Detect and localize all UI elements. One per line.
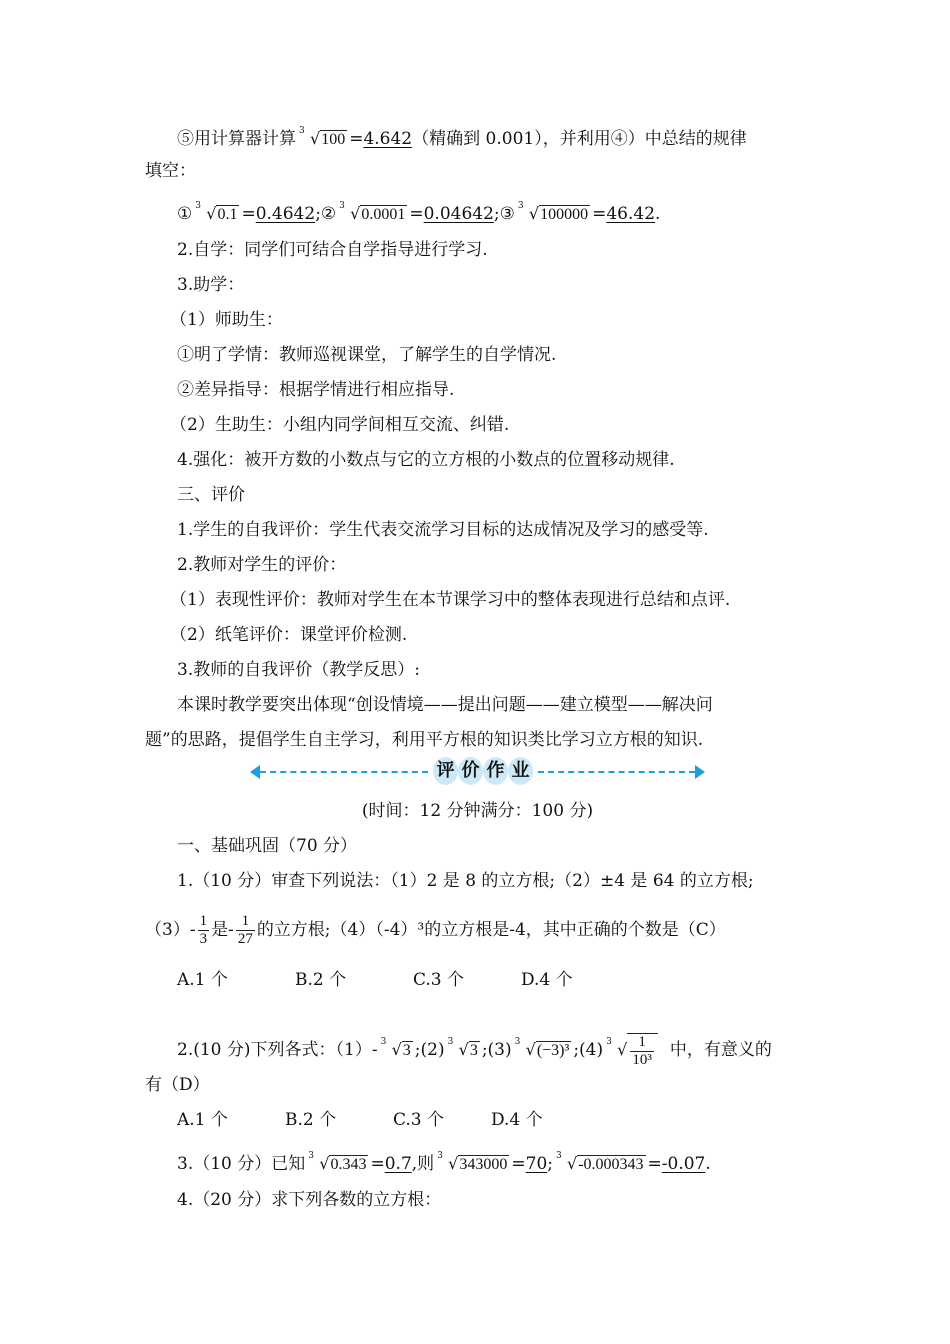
marker-3: ;③ (493, 204, 515, 224)
radical-sign: √ (391, 1040, 402, 1059)
radicand: 3 (402, 1042, 411, 1059)
text: ,则 (411, 1154, 435, 1174)
question-1-cont (145, 904, 810, 956)
dash-line-right (538, 771, 695, 773)
answer-70: 70 (525, 1154, 548, 1174)
text: （2）生助生：小组内同学间相互交流、纠错. (170, 415, 510, 435)
radical-sign: √ (458, 1040, 469, 1059)
cube-root-neg3-cubed (514, 1022, 572, 1078)
root-index: 3 (195, 201, 201, 211)
radical-sign: √ (206, 204, 217, 223)
text: 的立方根;（4）（-4）³的立方根是-4，其中正确的个数是（C） (256, 920, 726, 940)
root-index: 3 (380, 1037, 387, 1047)
text: （1）表现性评价：教师对学生在本节课学习中的整体表现进行总结和点评. (170, 590, 731, 610)
fraction-1-3 (198, 913, 210, 948)
line-self-eval (177, 517, 810, 543)
line-peer-help (170, 412, 835, 438)
text: ②差异指导：根据学情进行相应指导. (177, 380, 455, 400)
line-assist (177, 272, 810, 298)
numerator: 1 (199, 913, 208, 929)
equals: = (511, 1154, 526, 1174)
period: . (705, 1154, 711, 1174)
line-performance-eval (170, 587, 835, 613)
root-index: 3 (447, 1037, 454, 1047)
text: 本课时教学要突出体现“创设情境——提出问题——建立模型——解决问 (177, 695, 713, 715)
text: 2.(10 分)下列各式：（1）- (177, 1040, 378, 1060)
option-a: A.1 个 (177, 1110, 228, 1130)
answer-3: 46.42 (606, 204, 656, 224)
question-4 (177, 1187, 810, 1213)
root-index: 3 (437, 1151, 443, 1161)
text: 1.学生的自我评价：学生代表交流学习目标的达成情况及学习的感受等. (177, 520, 709, 540)
line-reinforce (177, 447, 810, 473)
answer-neg-0-07: -0.07 (661, 1154, 706, 1174)
answer-2: 0.04642 (423, 204, 494, 224)
text: ;(4) (573, 1040, 604, 1060)
equals: = (241, 204, 256, 224)
line-fill-answers (177, 201, 810, 227)
marker-1: ① (177, 204, 193, 224)
fraction-1-27 (236, 913, 255, 948)
text-precision: （精确到 0.001），并利用④）中总结的规律 (412, 129, 747, 149)
line-self-study (177, 237, 810, 263)
question-1 (177, 868, 810, 894)
cube-root-100000 (517, 201, 590, 227)
cube-root-fraction (606, 1022, 658, 1078)
root-index: 3 (339, 201, 345, 211)
text-calc: ⑤用计算器计算 (177, 129, 296, 149)
line-reflection (177, 657, 810, 683)
option-d: D.4 个 (491, 1110, 543, 1130)
banner-title (433, 757, 533, 785)
left-arrow-icon (250, 765, 260, 779)
text-fill: 填空： (145, 161, 196, 181)
root-index: 3 (517, 201, 524, 211)
cube-root-3-neg (380, 1022, 413, 1078)
text: 一、基础巩固（70 分） (177, 836, 358, 856)
option-b: B.2 个 (295, 970, 347, 990)
cube-root-0-0001 (339, 201, 407, 227)
radical-sign: √ (350, 204, 361, 223)
banner-char: 评 (433, 757, 458, 785)
equals: = (409, 204, 424, 224)
option-c: C.3 个 (413, 970, 465, 990)
radical-sign: √ (525, 1040, 536, 1059)
denominator: 27 (237, 931, 253, 947)
radicand: 3 (469, 1042, 478, 1059)
radicand: 100000 (540, 206, 589, 223)
dash-line-left (260, 771, 428, 773)
text: ;(2) (414, 1040, 445, 1060)
text: 3.助学： (177, 275, 245, 295)
text: 是- (211, 920, 234, 940)
homework-banner (250, 757, 705, 787)
banner-char: 业 (508, 757, 533, 785)
option-c: C.3 个 (393, 1110, 445, 1130)
line-teacher-help (170, 307, 835, 333)
text: 4.（20 分）求下列各数的立方根： (177, 1190, 442, 1210)
line-understand (177, 342, 810, 368)
question-2 (177, 1022, 810, 1078)
text: 3.教师的自我评价（教学反思）: (177, 660, 420, 680)
radicand: 0.1 (217, 206, 238, 223)
text: 2.教师对学生的评价： (177, 555, 347, 575)
radicand: (−3)³ (536, 1042, 570, 1059)
equals: = (370, 1154, 385, 1174)
radicand: 100 (321, 131, 346, 148)
cube-root-100 (299, 126, 347, 152)
numerator: 1 (630, 1034, 654, 1052)
denominator: 10³ (632, 1051, 652, 1068)
cube-root-0-343 (308, 1151, 368, 1177)
line-calc (177, 126, 810, 152)
answer-0-7: 0.7 (384, 1154, 412, 1174)
option-b: B.2 个 (285, 1110, 337, 1130)
text: 有（D） (145, 1075, 210, 1095)
numerator: 1 (236, 913, 255, 931)
radical-sign: √ (310, 129, 321, 148)
cube-root-neg-0-000343 (556, 1151, 646, 1177)
line-evaluation-heading (177, 482, 810, 508)
denominator: 3 (199, 931, 208, 947)
radical-sign: √ (567, 1154, 578, 1173)
cube-root-0-1 (195, 201, 239, 227)
text: 3.（10 分）已知 (177, 1154, 306, 1174)
equals: = (592, 204, 607, 224)
text: 三、评价 (177, 485, 245, 505)
radical-sign: √ (528, 204, 540, 223)
section-basic (177, 833, 810, 859)
text: 1.（10 分）审查下列说法：（1）2 是 8 的立方根;（2）±4 是 64 的立方根; (177, 871, 754, 891)
question-2-options (177, 1107, 810, 1133)
option-a: A.1 个 (177, 970, 228, 990)
text: ;(3) (481, 1040, 512, 1060)
text: ; (547, 1154, 553, 1174)
answer-1: 0.4642 (255, 204, 316, 224)
cube-root-343000 (437, 1151, 509, 1177)
question-2-answer (145, 1072, 810, 1098)
root-index: 3 (514, 1037, 521, 1047)
root-index: 3 (556, 1151, 562, 1161)
equals: = (647, 1154, 662, 1174)
line-fill (145, 158, 810, 184)
root-index: 3 (606, 1037, 612, 1047)
equals: = (349, 129, 364, 149)
cube-root-3 (447, 1022, 480, 1078)
line-teacher-eval (177, 552, 810, 578)
root-index: 3 (308, 1151, 314, 1161)
line-summary-2 (145, 727, 810, 753)
banner-char: 作 (483, 757, 508, 785)
period: . (655, 204, 661, 224)
banner-char: 价 (458, 757, 483, 785)
radicand: 343000 (459, 1156, 508, 1173)
radicand: -0.000343 (578, 1156, 644, 1173)
text: 中，有意义的 (669, 1040, 772, 1060)
radical-sign: √ (319, 1154, 330, 1173)
text: (时间：12 分钟满分：100 分) (361, 801, 594, 821)
fraction-1-over-10-cubed (630, 1034, 654, 1069)
line-summary-1 (177, 692, 810, 718)
question-1-options (177, 967, 810, 993)
text: （3）- (145, 920, 196, 940)
text: ①明了学情：教师巡视课堂，了解学生的自学情况. (177, 345, 557, 365)
root-index: 3 (299, 126, 305, 136)
time-info (145, 798, 810, 824)
line-guidance (177, 377, 810, 403)
text: （1）师助生： (170, 310, 283, 330)
text: （2）纸笔评价：课堂评价检测. (170, 625, 408, 645)
text: 2.自学：同学们可结合自学指导进行学习. (177, 240, 488, 260)
right-arrow-icon (695, 765, 705, 779)
radical-sign: √ (448, 1154, 459, 1173)
text: 题”的思路，提倡学生自主学习，利用平方根的知识类比学习立方根的知识. (145, 730, 704, 750)
marker-2: ;② (315, 204, 337, 224)
radicand: 0.343 (330, 1156, 367, 1173)
text: 4.强化：被开方数的小数点与它的立方根的小数点的位置移动规律. (177, 450, 675, 470)
line-written-eval (170, 622, 835, 648)
option-d: D.4 个 (521, 970, 573, 990)
radicand: 0.0001 (361, 206, 406, 223)
answer-4642: 4.642 (363, 129, 413, 149)
question-3 (177, 1151, 810, 1177)
radical-sign: √ (617, 1040, 628, 1059)
